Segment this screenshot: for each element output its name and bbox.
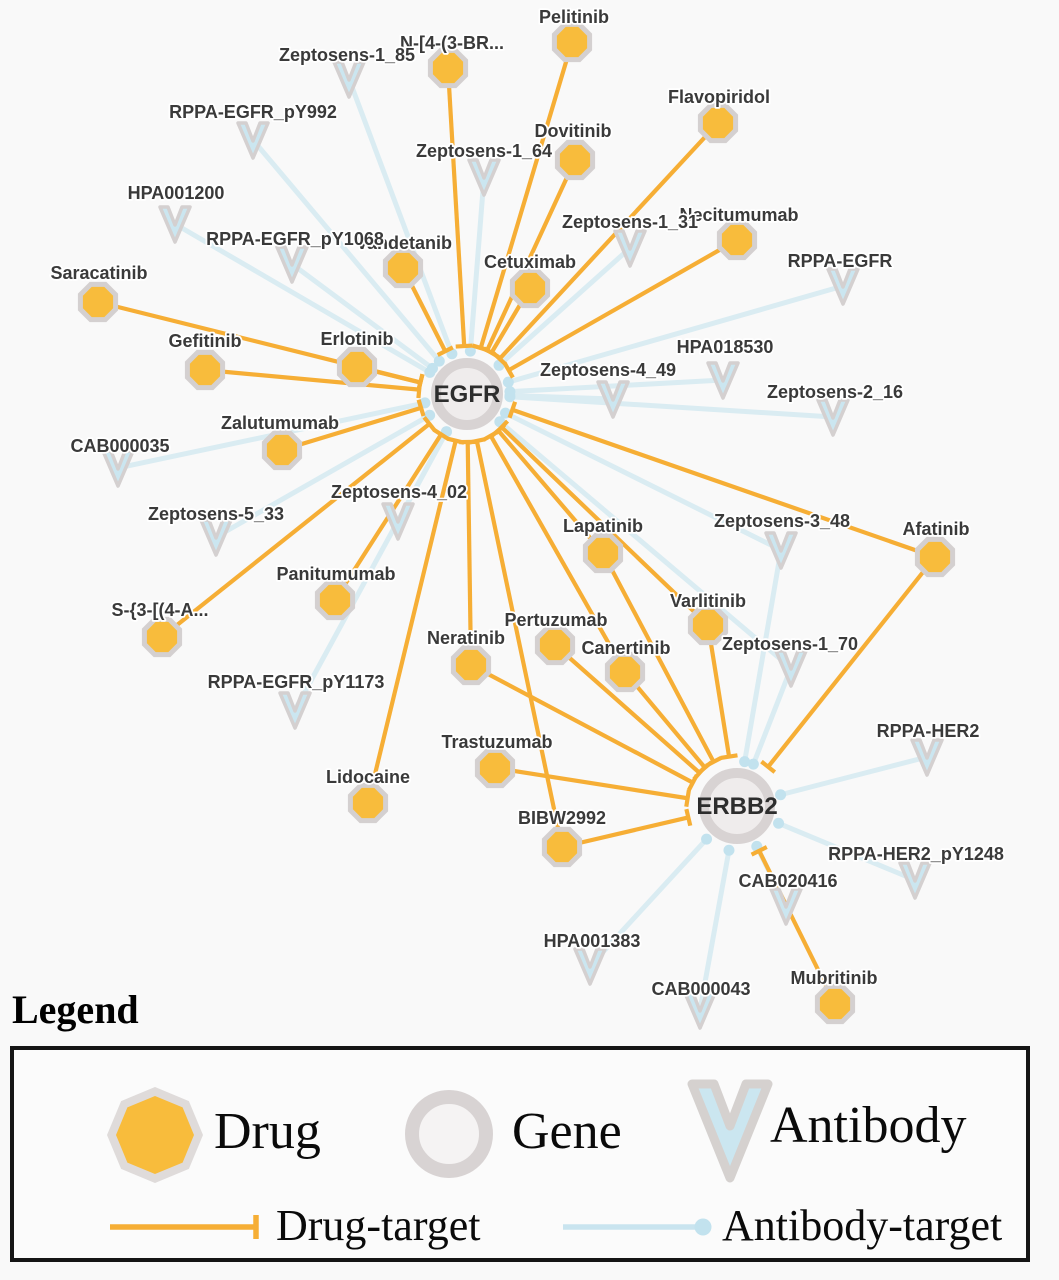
node-label-dovitinib: Dovitinib <box>534 121 612 141</box>
drug-node-lapatinib[interactable] <box>585 535 620 570</box>
node-label-zeptosens_1_70: Zeptosens-1_70 <box>721 634 859 654</box>
drug-node-trastuzumab[interactable] <box>477 750 512 785</box>
node-label-zeptosens_1_31: Zeptosens-1_31 <box>561 212 699 232</box>
node-label-n4_3br: N-[4-(3-BR... <box>400 33 504 53</box>
node-label-rppa_egfr_py1068: RPPA-EGFR_pY1068 <box>206 229 384 249</box>
node-label-rppa_egfr: RPPA-EGFR <box>787 251 893 271</box>
edge-antibody-target <box>739 550 781 767</box>
antibody-target-edge-icon <box>559 1212 725 1242</box>
node-label-s3_4a: S-{3-[(4-A... <box>111 600 209 620</box>
legend-box <box>10 1046 1030 1262</box>
node-label-vandetanib: Vandetanib <box>355 233 453 253</box>
node-label-bibw2992: BIBW2992 <box>517 808 607 828</box>
drug-node-vandetanib[interactable] <box>385 250 420 285</box>
drug-node-mubritinib[interactable] <box>817 986 852 1021</box>
node-label-varlitinib: Varlitinib <box>669 591 747 611</box>
node-label-zeptosens_1_85: Zeptosens-1_85 <box>278 45 416 65</box>
antibody-node-zeptosens_3_48[interactable] <box>766 533 796 568</box>
node-label-rppa_her2: RPPA-HER2 <box>876 721 980 741</box>
node-label-cab000043: CAB000043 <box>651 979 751 999</box>
drug-node-pertuzumab[interactable] <box>537 627 572 662</box>
legend-label-drug-target: Drug-target <box>276 1201 481 1250</box>
antibody-node-zeptosens_1_70[interactable] <box>776 651 806 686</box>
node-label-cab000035: CAB000035 <box>70 436 170 456</box>
node-label-hpa001200: HPA001200 <box>127 183 225 203</box>
drug-node-afatinib[interactable] <box>917 539 952 574</box>
drug-node-lidocaine[interactable] <box>350 785 385 820</box>
node-label-zeptosens_1_64: Zeptosens-1_64 <box>415 141 553 161</box>
edge-antibody-target <box>775 757 927 800</box>
node-label-zalutumumab: Zalutumumab <box>220 413 340 433</box>
node-label-lidocaine: Lidocaine <box>325 767 411 787</box>
node-label-mubritinib: Mubritinib <box>790 968 878 988</box>
node-label-zeptosens_3_48: Zeptosens-3_48 <box>713 511 851 531</box>
node-label-cetuximab: Cetuximab <box>483 252 577 272</box>
node-label-rppa_egfr_py1173: RPPA-EGFR_pY1173 <box>207 672 385 692</box>
gene-icon <box>399 1084 499 1184</box>
node-label-pelitinib: Pelitinib <box>538 7 610 27</box>
node-label-zeptosens_5_33: Zeptosens-5_33 <box>147 504 285 524</box>
drug-node-pelitinib[interactable] <box>554 24 589 59</box>
drug-node-cetuximab[interactable] <box>512 270 547 305</box>
node-label-neratinib: Neratinib <box>426 628 506 648</box>
drug-node-erlotinib[interactable] <box>339 349 374 384</box>
edge-drug-target <box>448 68 473 347</box>
drug-target-edge-icon <box>106 1212 274 1242</box>
drug-node-varlitinib[interactable] <box>690 607 725 642</box>
node-label-zeptosens_4_02: Zeptosens-4_02 <box>330 482 468 502</box>
node-label-trastuzumab: Trastuzumab <box>441 732 553 752</box>
node-label-zeptosens_4_49: Zeptosens-4_49 <box>539 360 677 380</box>
node-label-zeptosens_2_16: Zeptosens-2_16 <box>766 382 904 402</box>
antibody-node-zeptosens_1_85[interactable] <box>334 62 364 97</box>
gene-label-EGFR: EGFR <box>433 381 501 408</box>
legend-label-gene: Gene <box>512 1103 622 1160</box>
drug-icon <box>100 1080 210 1190</box>
edge-antibody-target <box>465 177 484 357</box>
legend-label-drug: Drug <box>214 1103 321 1160</box>
node-label-necitumumab: Necitumumab <box>679 205 799 225</box>
drug-node-saracatinib[interactable] <box>80 284 115 319</box>
antibody-node-hpa001200[interactable] <box>160 207 190 242</box>
drug-node-canertinib[interactable] <box>607 654 642 689</box>
antibody-node-cab000035[interactable] <box>103 451 133 486</box>
node-label-gefitinib: Gefitinib <box>168 331 242 351</box>
node-label-rppa_egfr_py992: RPPA-EGFR_pY992 <box>169 102 337 122</box>
node-label-flavopiridol: Flavopiridol <box>667 87 771 107</box>
antibody-icon <box>682 1074 778 1190</box>
drug-node-neratinib[interactable] <box>453 647 488 682</box>
edge-drug-target <box>495 768 689 807</box>
drug-node-bibw2992[interactable] <box>544 829 579 864</box>
node-label-saracatinib: Saracatinib <box>50 263 148 283</box>
drug-node-zalutumumab[interactable] <box>264 432 299 467</box>
drug-node-s3_4a[interactable] <box>144 619 179 654</box>
node-label-canertinib: Canertinib <box>581 638 671 658</box>
drug-node-n4_3br[interactable] <box>430 50 465 85</box>
drug-node-dovitinib[interactable] <box>557 142 592 177</box>
node-label-hpa001383: HPA001383 <box>543 931 641 951</box>
drug-node-necitumumab[interactable] <box>719 222 754 257</box>
node-label-erlotinib: Erlotinib <box>320 329 394 349</box>
legend-label-antibody: Antibody <box>770 1097 967 1154</box>
drug-node-panitumumab[interactable] <box>317 582 352 617</box>
legend-title: Legend <box>12 987 139 1032</box>
node-label-pertuzumab: Pertuzumab <box>504 610 608 630</box>
antibody-node-cab020416[interactable] <box>771 889 801 924</box>
antibody-node-hpa001383[interactable] <box>575 949 605 984</box>
node-label-cab020416: CAB020416 <box>738 871 838 891</box>
node-label-rppa_her2_py1248: RPPA-HER2_pY1248 <box>828 844 1004 864</box>
antibody-node-zeptosens_5_33[interactable] <box>201 520 231 555</box>
drug-node-flavopiridol[interactable] <box>700 105 735 140</box>
drug-node-gefitinib[interactable] <box>187 352 222 387</box>
antibody-node-rppa_egfr_py1068[interactable] <box>277 247 307 282</box>
antibody-node-zeptosens_1_64[interactable] <box>469 160 499 195</box>
legend-label-antibody-target: Antibody-target <box>722 1201 1003 1250</box>
antibody-node-rppa_her2_py1248[interactable] <box>900 863 930 898</box>
antibody-node-rppa_egfr_py1173[interactable] <box>280 693 310 728</box>
node-label-hpa018530: HPA018530 <box>676 337 774 357</box>
gene-label-ERBB2: ERBB2 <box>696 793 778 820</box>
node-label-panitumumab: Panitumumab <box>276 564 396 584</box>
node-label-lapatinib: Lapatinib <box>563 516 643 536</box>
node-label-afatinib: Afatinib <box>902 519 970 539</box>
